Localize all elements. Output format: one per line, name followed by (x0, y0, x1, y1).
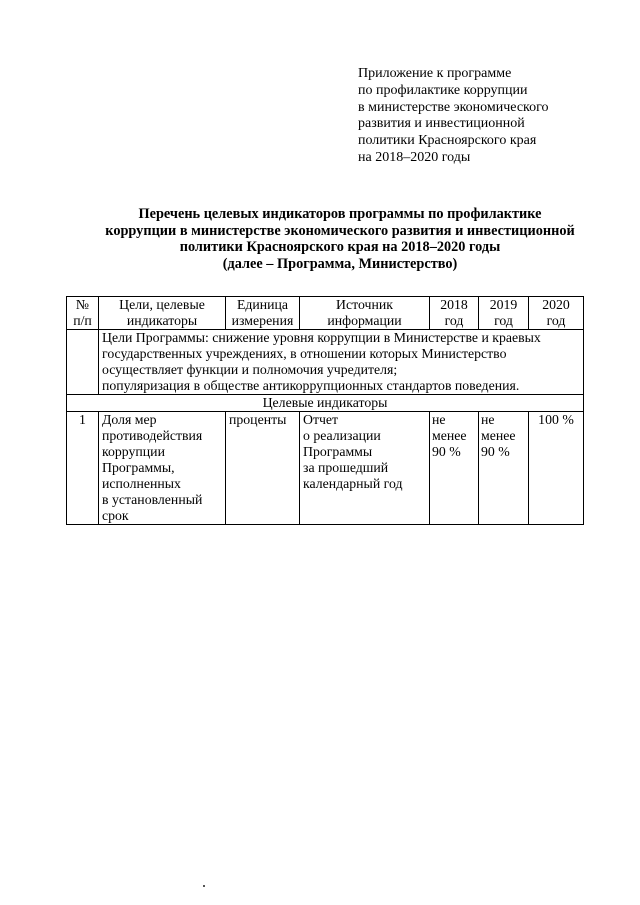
value-2018-cell: не менее 90 % (430, 412, 479, 525)
title-line: коррупции в министерстве экономического развития и инвестиционной (105, 222, 575, 239)
program-goals-cell (99, 330, 584, 395)
document-title (60, 206, 620, 272)
table-row (67, 412, 584, 525)
source-cell: Отчет о реализации Программы за прошедший календарный год (300, 412, 430, 525)
header-cell-unit: Единица измерения (226, 297, 300, 330)
title-line: политики Красноярского края на 2018–2020 годы (179, 239, 501, 256)
indicators-table (66, 296, 584, 525)
goals-line: Цели Программы: снижение уровня коррупции в Министерстве и краевых (102, 330, 541, 345)
value-2019-cell: не менее 90 % (479, 412, 529, 525)
header-cell-goals: Цели, целевые индикаторы (99, 297, 226, 330)
appendix-line: развития и инвестиционной (358, 116, 525, 132)
appendix-note (358, 66, 549, 167)
header-cell-2020: 2020 год (529, 297, 584, 330)
section-row (67, 395, 584, 412)
row-number: 1 (67, 412, 99, 525)
header-cell-2019: 2019 год (479, 297, 529, 330)
goals-number-cell (67, 330, 99, 395)
header-cell-source: Источник информации (300, 297, 430, 330)
unit-cell: проценты (226, 412, 300, 525)
header-cell-2018: 2018 год (430, 297, 479, 330)
goals-line: популяризация в обществе антикоррупционных стандартов поведения. (102, 378, 520, 393)
section-label: Целевые индикаторы (67, 395, 584, 412)
value-2020-cell: 100 % (529, 412, 584, 525)
title-line: (далее – Программа, Министерство) (222, 255, 458, 272)
appendix-line: на 2018–2020 годы (358, 149, 471, 165)
header-row (67, 297, 584, 330)
header-cell-number: № п/п (67, 297, 99, 330)
appendix-line: по профилактике коррупции (358, 82, 528, 98)
goals-row (67, 330, 584, 395)
goals-line: государственных учреждениях, в отношении которых Министерство (102, 346, 507, 361)
goals-line: осуществляет функции и полномочия учредителя; (102, 362, 398, 377)
indicator-cell: Доля мер противодействия коррупции Программы, исполненных в установленный срок (99, 412, 226, 525)
title-line: Перечень целевых индикаторов программы по профилактике (138, 206, 542, 222)
appendix-line: в министерстве экономического (358, 99, 549, 115)
appendix-line: Приложение к программе (358, 66, 512, 81)
scan-dot (203, 885, 205, 887)
appendix-line: политики Красноярского края (358, 133, 537, 149)
